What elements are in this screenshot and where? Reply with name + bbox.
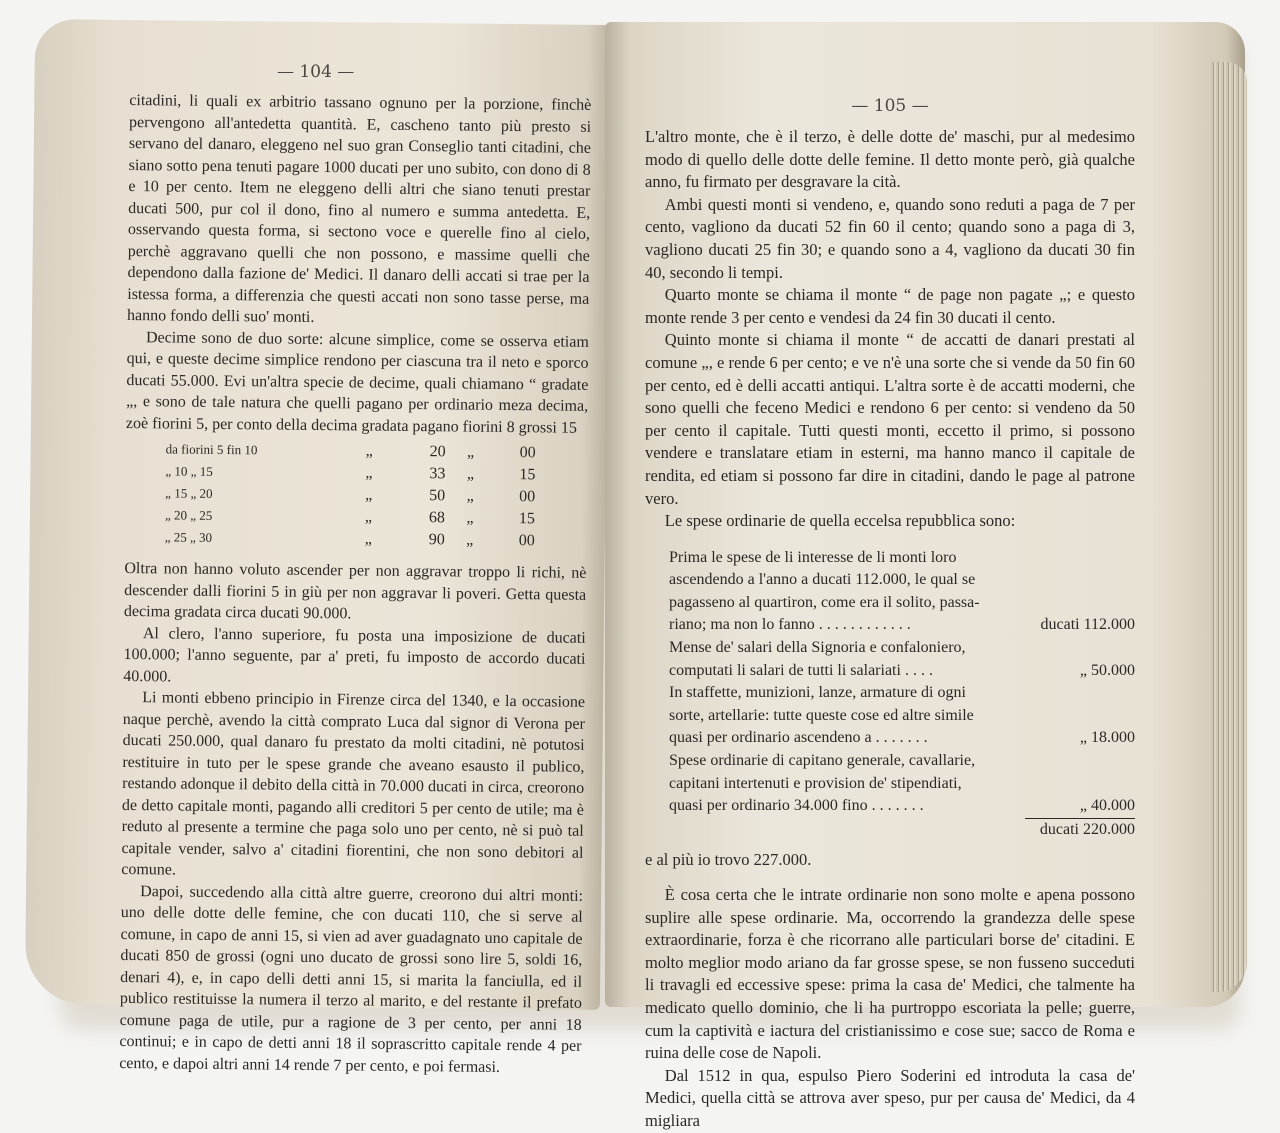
expense-total: ducati 220.000 <box>1025 818 1135 842</box>
page-number-right: — 105 — <box>851 96 929 116</box>
right-paragraph-7: Dal 1512 in qua, espulso Piero Soderini ed introduta la casa de' Medici, quella città se attrova aver speso, pur per causa de' Medici, da 4 migliara <box>645 1065 1135 1130</box>
right-paragraph-5: Le spese ordinarie de quella eccelsa repubblica sono: <box>664 511 1016 531</box>
right-paragraph-2: Ambi questi monti si vendeno, e, quando sono reduti a paga de 7 per cento, vagliono da ducati 52 fin 60 il cento; quando sono a paga di 3, vagliono ducati 25 fin 30; e quando sono a 4, vagliono da ducati 30 fin 40, secondo li tempi. <box>645 194 1135 282</box>
table-row: „ 20 „ 25 „ 68 „ 15 <box>164 507 536 528</box>
right-paragraph-1: L'altro monte, che è il terzo, è delle dotte de' maschi, pur al medesimo modo di quello delle dotte delle femine. Il detto monte però, già qualche anno, fu firmato per desgravare la cità. <box>645 127 1135 192</box>
right-paragraph-4: Quinto monte si chiama il monte “ de accatti de danari prestati al comune „, e rende 6 per cento; e ve n'è una sorte che si vende da 50 fin 60 per cento, ed è delli accatti antiqui. L'altra sorte è de accatti moderni, che sono quelli che feceno Medici e rendono 6 per cento: si vendeno da 50 per cento il capitale. Tutti questi monti, eccetto il primo, si possono vendere e translatare etiam in esterni, ma hanno manco il capitale de rendita, ed etiam si possono far dire in citadini, dando le page al patrone vero. <box>645 330 1135 508</box>
table-row: „ 10 „ 15 „ 33 „ 15 <box>165 463 536 484</box>
open-book <box>30 22 1245 1130</box>
page-edges <box>1211 62 1247 992</box>
expense-row: Spese ordinarie di capitano generale, cavallarie, capitani intertenuti e provision de' stipendiati, quasi per ordinario 34.000 fino . . . . . . . „ 40.000 <box>645 750 1135 818</box>
expense-amount: „ 18.000 <box>1079 729 1135 747</box>
expense-row: Prima le spese de li interesse de li monti loro ascendendo a l'anno a ducati 112.000, le qual se pagasseno al quartiron, come era il solito, passa- riano; ma non lo fanno . . . . . . . . . . . . ducati 112.000 <box>645 547 1135 637</box>
left-paragraph-5: Li monti ebbeno principio in Firenze circa del 1340, e la occasione naque perchè, avendo la città comprato Luca dal signor di Verona per ducati 250.000, qual danaro fu prestato da molti citadini, nè potutosi restituire in tuto per le spese grande che aveano esausto il publico, restando adonque il debito della città in 70.000 ducati in circa, creorono de detto capitale monti, pagando alli creditori 5 per cento de utile; ma è reduto al presente a termine che paga solo uno per cento, nè si può tal capitale vender, salvo a' citadini fiorentini, che non sono debitori al comune. <box>121 689 586 879</box>
right-page <box>605 22 1245 1130</box>
expenses-table <box>645 547 1135 842</box>
expense-row: Mense de' salari della Signoria e confaloniero, computati li salari de tutti li salariati . . . . „ 50.000 <box>645 637 1135 682</box>
expense-amount: „ 40.000 <box>1079 797 1135 815</box>
right-paragraph-3: Quarto monte se chiama il monte “ de page non pagate „; e questo monte rende 3 per cento e vendesi da 24 fin 30 ducati il cento. <box>645 285 1135 327</box>
decime-gradate-table <box>165 438 588 552</box>
expense-total-row <box>645 818 1135 842</box>
left-paragraph-4: Al clero, l'anno superiore, fu posta una imposizione de ducati 100.000; l'anno seguente, par a' preti, fu imposto de accordo ducati 40.000. <box>123 624 586 685</box>
table-row: „ 25 „ 30 „ 90 „ 00 <box>164 529 535 550</box>
left-paragraph-3: Oltra non hanno voluto ascender per non aggravar troppo li richi, nè descender dalli fiorini 5 in giù per non aggravar li poveri. Getta questa decima gradata circa ducati 90.000. <box>123 559 587 623</box>
page-number-left: — 104 — <box>276 61 355 82</box>
left-paragraph-2: Decime sono de duo sorte: alcune simplice, come se osserva etiam qui, e queste decime simplice rendono per ciascuna tra il neto e sporco ducati 55.000. Evi un'altra specie de decime, quali chiamano “ gradate „, e sono de tale natura che quelli pagano per ordinario meza decima, zoè fiorini 5, per conto della decima gradata pagano fiorini 8 grossi 15 <box>125 328 589 437</box>
left-paragraph-1: citadini, li quali ex arbitrio tassano ognuno per la porzione, finchè pervengono all'antedetta quantità. E, cascheno tanto più presto si servano del danaro, eleggeno nel suo gran Conseglio tanti citadini, che siano sotto pena tenuti pagare 1000 ducati per uno subito, con dono di 8 e 10 per cento. Item ne eleggeno delli altri che siano tenuti prestar ducati 500, pur col il dono, fino al numero e summa antedetta. E, osservando questa forma, si sectono voce e querelle fino al cielo, perchè aggravano quelli che non possono, e massime quelli che dependono dalla fazione de' Medici. Il danaro delli accati si trae per la istessa forma, a differenzia che questi accati non sono tasse perse, ma hanno fondo delli suo' monti. <box>126 92 592 326</box>
table-row: „ 15 „ 20 „ 50 „ 00 <box>165 485 536 506</box>
expense-amount: „ 50.000 <box>1079 661 1135 679</box>
left-paragraph-6: Dapoi, succedendo alla città altre guerre, creorono dui altri monti: uno delle dotte delle femine, che con ducati 110, che si serve al comune, in capo de anni 15, si vien ad aver guadagnato uno capitale de ducati 850 de grossi (ogni uno ducato de grossi sono lire 5, soldi 16, denari 4), e, in capo delli detti anni 15, si marita la fanciulla, ed il publico restituisse la numera il terzo al marito, e del restante il prefato comune paga de utile, pur a ragione de 3 per cento, per anni 18 continui; e in capo de detti anni 18 il soprascritto capitale rende 4 per cento, e dapoi altri anni 14 rende 7 per cento, e poi fermasi. <box>119 882 584 1076</box>
right-after-table: e al più io trovo 227.000. <box>645 850 812 870</box>
table-row: da fiorini 5 fin 10 „ 20 „ 00 <box>165 441 536 462</box>
expense-amount: ducati 112.000 <box>1040 616 1135 634</box>
left-page <box>25 19 610 1076</box>
expense-row: In staffette, munizioni, lanze, armature di ogni sorte, artellarie: tutte queste cose ed altre simile quasi per ordinario ascendeno a . . . . . . . „ 18.000 <box>645 682 1135 750</box>
right-paragraph-6: È cosa certa che le intrate ordinarie non sono molte e apena possono suplire alle spese ordinarie. Ma, occorrendo la grandezza delle spese extraordinarie, forza è che ricorrano alle particulari borse de' citadini. E molto meglior modo ariano da far grosse spese, se non fusseno succeduti li travagli ed eccessive spese: prima la casa de' Medici, che talmente ha medicato quello dominio, che li ha purtroppo escoriata la pelle; guerre, cum la captività e iactura del cristianissimo e cose sue; sacco de Roma e ruina delle cose de Napoli. <box>645 885 1135 1063</box>
